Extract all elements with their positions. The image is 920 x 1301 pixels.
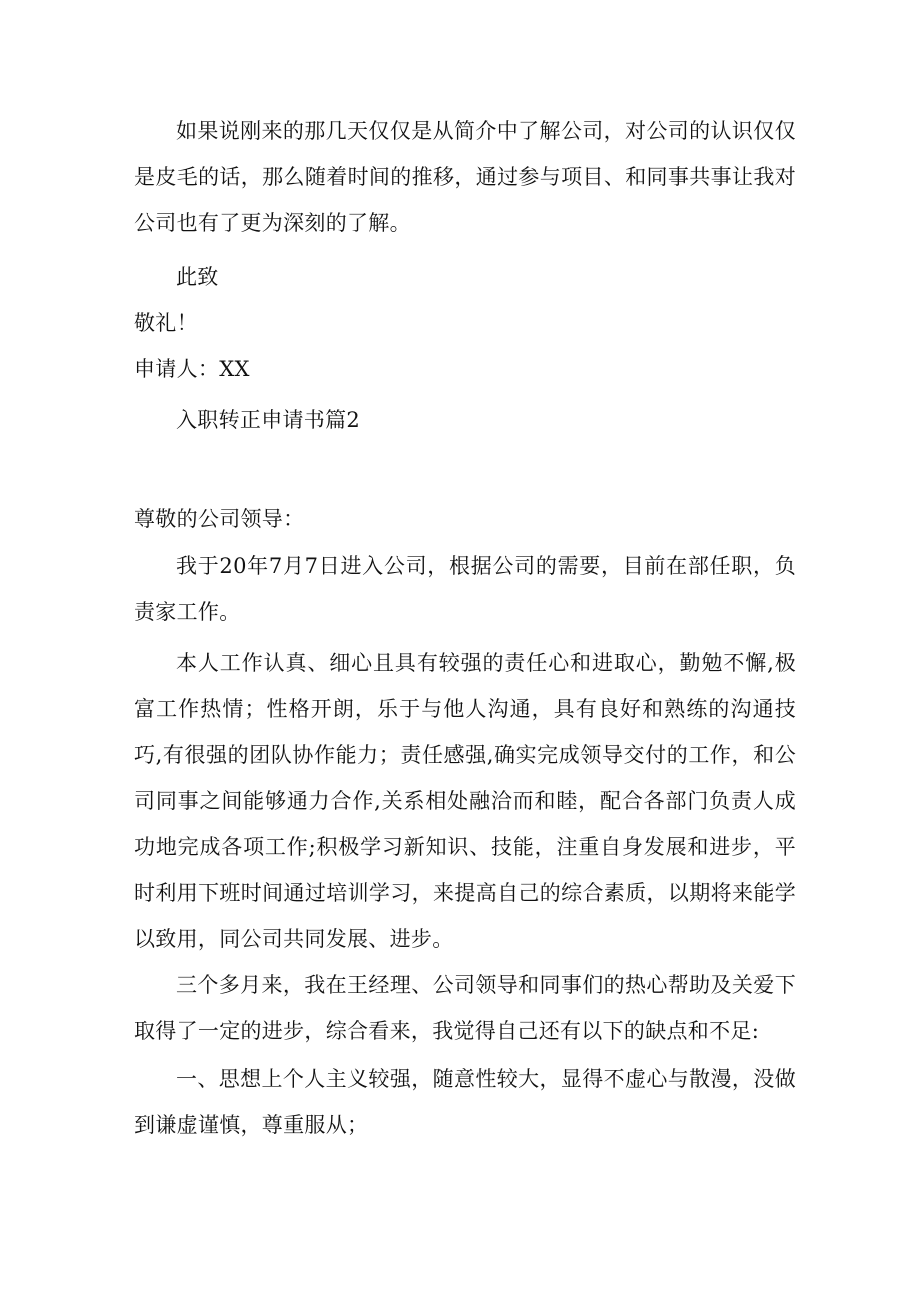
- paragraph-entry-date: 我于20年7月7日进入公司，根据公司的需要，目前在部任职，负责家工作。: [134, 554, 796, 624]
- closing-cizhi: 此致: [176, 265, 219, 289]
- paragraph-progress: 三个多月来，我在王经理、公司领导和同事们的热心帮助及关爱下取得了一定的进步，综合看来，我觉得自己还有以下的缺点和不足:: [134, 973, 796, 1043]
- paragraph-company-understanding: 如果说刚来的那几天仅仅是从简介中了解公司，对公司的认识仅仅是皮毛的话，那么随着时间的推移，通过参与项目、和同事共事让我对公司也有了更为深刻的了解。: [134, 119, 796, 235]
- closing-jingli: 敬礼！: [134, 311, 198, 335]
- section-title: 入职转正申请书篇2: [176, 408, 361, 432]
- salutation: 尊敬的公司领导：: [134, 507, 305, 531]
- applicant-line: 申请人：XX: [134, 357, 250, 381]
- paragraph-self-assessment: 本人工作认真、细心且具有较强的责任心和进取心，勤勉不懈,极富工作热情；性格开朗，乐于与他人沟通，具有良好和熟练的沟通技巧,有很强的团队协作能力；责任感强,确实完成领导交付的工作，和公司同事之间能够通力合作,关系相处融洽而和睦，配合各部门负责人成功地完成各项工作;积极学习新知识、技能，注重自身发展和进步，平时利用下班时间通过培训学习，来提高自己的综合素质，以期将来能学以致用，同公司共同发展、进步。: [134, 651, 796, 951]
- paragraph-shortcoming-1: 一、思想上个人主义较强，随意性较大，显得不虚心与散漫，没做到谦虚谨慎，尊重服从；: [134, 1067, 796, 1137]
